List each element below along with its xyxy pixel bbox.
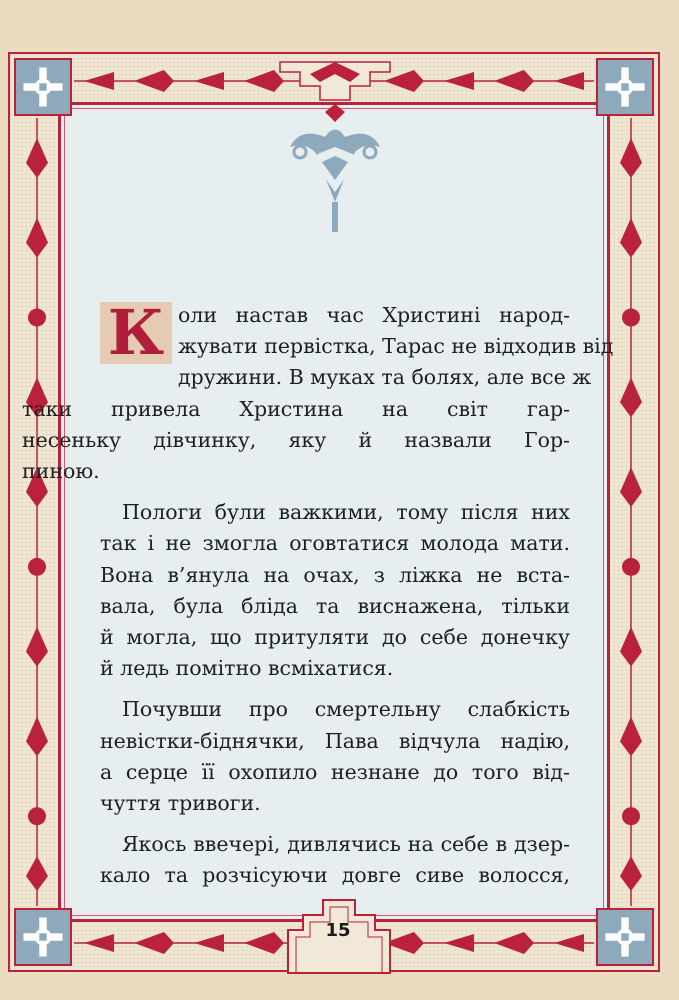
corner-rosette-icon (14, 908, 72, 966)
text-line: жувати первістка, Тарас не відходив від (178, 334, 614, 359)
paragraph (100, 497, 570, 684)
corner-rosette-icon (14, 58, 72, 116)
text-line: кало та розчісуючи довге сиве волосся, (100, 863, 570, 888)
text-line: й могла, що притуляти до себе донечку (100, 625, 570, 650)
text-line: невістки-біднячки, Пава відчула надію, (100, 728, 570, 753)
text-line: й ледь помітно всміхатися. (100, 656, 394, 681)
text-line: чуття тривоги. (100, 791, 261, 816)
top-embroidery-ornament-icon (270, 52, 400, 242)
text-line: Якось ввечері, дивлячись на себе в дзер- (122, 832, 570, 857)
drop-cap: К (100, 302, 172, 364)
body-text (22, 296, 614, 892)
corner-rosette-icon (596, 58, 654, 116)
left-embroidery-border (20, 118, 54, 906)
text-line: а серце її охопило незнане до того від- (100, 759, 570, 784)
page-number: 15 (325, 920, 351, 941)
text-line: дружини. В муках та болях, але все ж (178, 365, 592, 390)
text-line: оли настав час Христині народ- (178, 303, 570, 327)
text-line: так і не змогла оговтатися молода мати. (100, 531, 570, 556)
right-embroidery-border (614, 118, 648, 906)
corner-rosette-icon (596, 908, 654, 966)
text-line: пиною. (22, 459, 100, 484)
text-line: таки привела Христина на світ гар- (22, 396, 570, 421)
paragraph (22, 296, 614, 487)
text-line: вала, була бліда та виснажена, тільки (100, 593, 570, 618)
text-line: Почувши про смертельну слабкість (122, 697, 570, 722)
text-line: несеньку дівчинку, яку й назвали Гор- (22, 427, 570, 452)
paragraph (100, 829, 570, 891)
paragraph (100, 694, 570, 819)
text-line: Вона в’янула на очах, з ліжка не вста- (100, 562, 570, 587)
text-line: Пологи були важкими, тому після них (122, 500, 570, 525)
